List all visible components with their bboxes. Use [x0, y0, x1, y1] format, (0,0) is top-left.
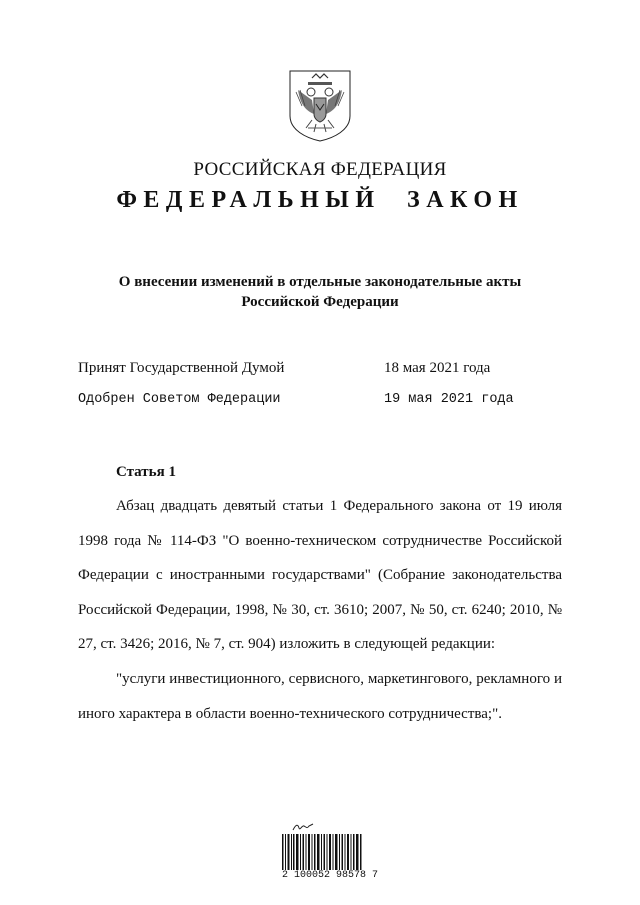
article-quote-paragraph: "услуги инвестиционного, сервисного, маркетингового, рекламного и иного характера в области военно-технического сотрудничества;".: [78, 671, 562, 722]
country-name: РОССИЙСКАЯ ФЕДЕРАЦИЯ: [193, 159, 447, 180]
law-title: О внесении изменений в отдельные законодательные акты Российской Федерации: [118, 274, 522, 310]
russian-coat-of-arms-icon: [286, 68, 354, 143]
adoption-duma-label: Принят Государственной Думой: [78, 360, 285, 376]
article-heading: Статья 1: [116, 464, 176, 480]
adoption-duma-date: 18 мая 2021 года: [384, 360, 491, 376]
article-paragraph: Абзац двадцать девятый статьи 1 Федерального закона от 19 июля 1998 года № 114-ФЗ "О военно-техническом сотрудничестве Российской Федерации с иностранными государствами" (Собрание законодательства Российской Федерации, 1998, № 30, ст. 3610; 2007, № 50, ст. 6240; 2010, № 27, ст. 3426; 2016, № 7, ст. 904) изложить в следующей редакции:: [78, 498, 562, 652]
barcode-number: 2 100052 98578 7: [282, 870, 379, 881]
adoption-council-label: Одобрен Советом Федерации: [78, 392, 281, 407]
adoption-council-date: 19 мая 2021 года: [384, 392, 514, 407]
barcode-block: [282, 822, 379, 882]
barcode-icon: [282, 834, 362, 870]
handwritten-initials-icon: [292, 822, 314, 832]
law-type: ФЕДЕРАЛЬНЫЙ ЗАКОН: [116, 187, 524, 213]
